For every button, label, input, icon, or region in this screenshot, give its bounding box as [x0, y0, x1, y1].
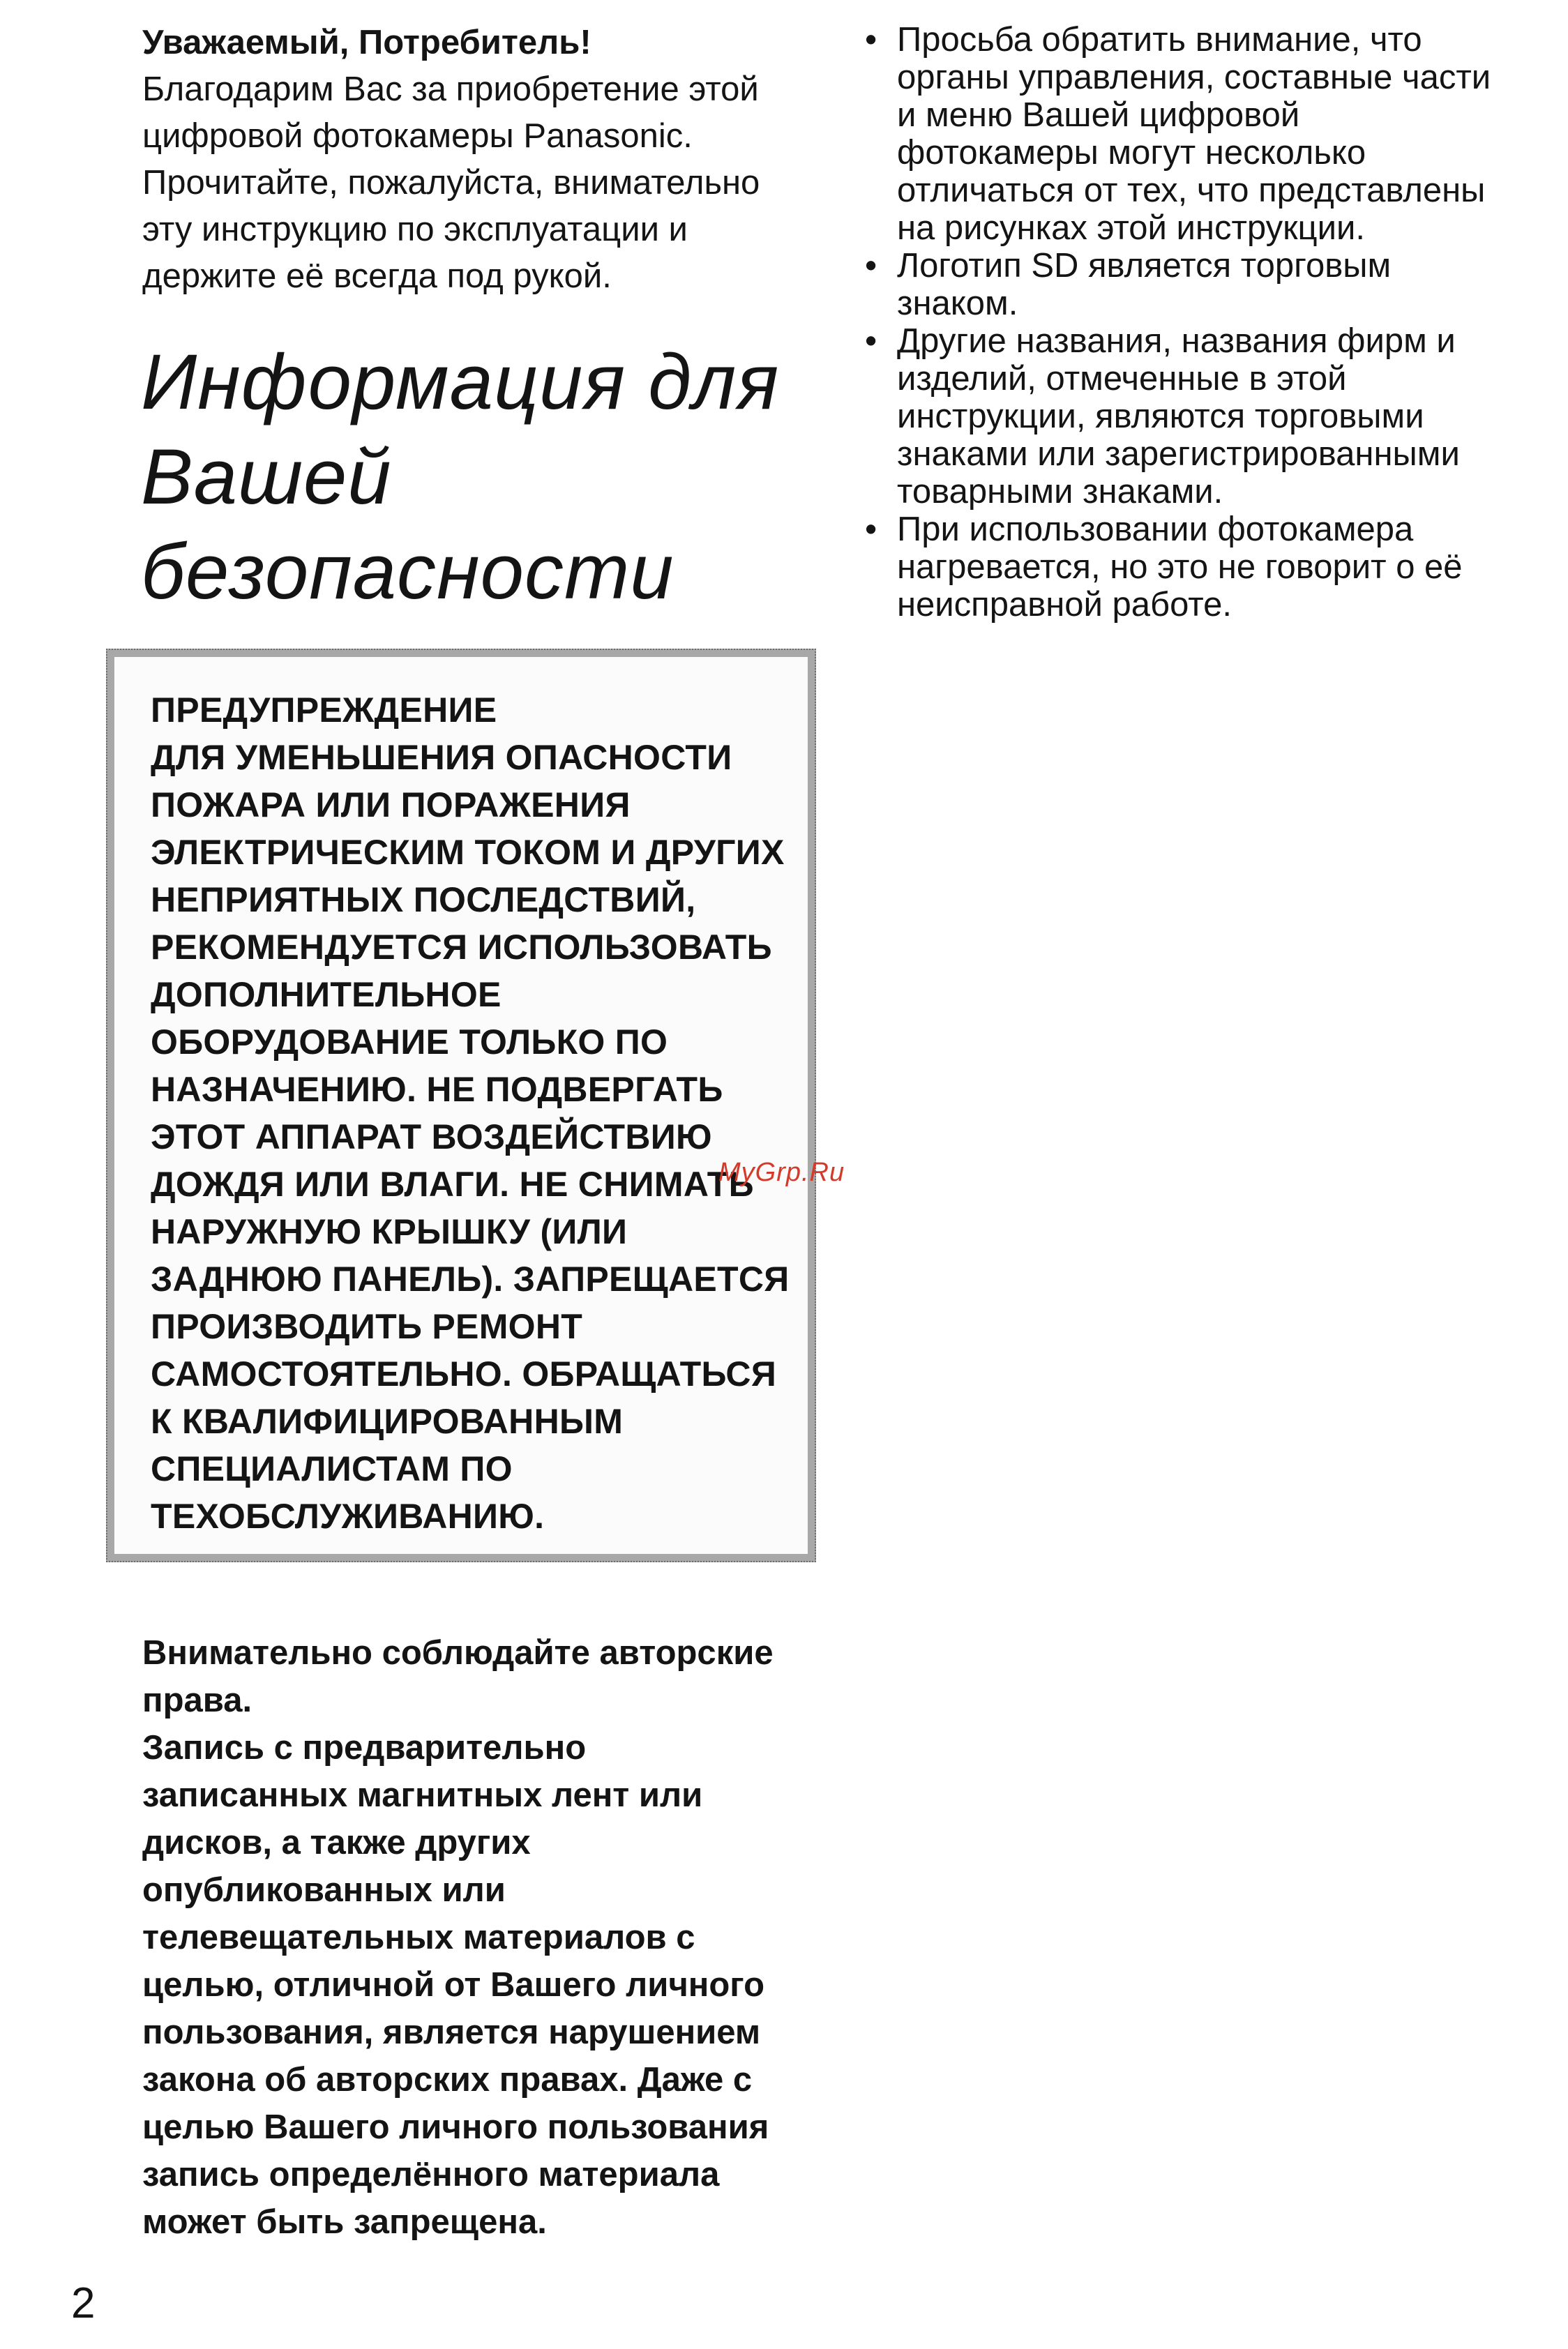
copyright-line: права. [142, 1682, 252, 1719]
note-line: Логотип SD является торговым [897, 247, 1392, 285]
warning-line: САМОСТОЯТЕЛЬНО. ОБРАЩАТЬСЯ [151, 1354, 777, 1393]
note-line: Просьба обратить внимание, что [897, 21, 1422, 59]
copyright-line: опубликованных или [142, 1871, 506, 1909]
watermark-text: MyGrp.Ru [718, 1158, 845, 1187]
copyright-line: записанных магнитных лент или [142, 1776, 703, 1814]
note-line: инструкции, являются торговыми [897, 398, 1424, 435]
warning-line: ДОПОЛНИТЕЛЬНОЕ [151, 975, 502, 1014]
note-line: и меню Вашей цифровой [897, 96, 1300, 134]
note-line: фотокамеры могут несколько [897, 134, 1366, 172]
warning-text [151, 686, 806, 1540]
warning-line: ДОЖДЯ ИЛИ ВЛАГИ. НЕ СНИМАТЬ [151, 1165, 754, 1204]
warning-line: НАРУЖНУЮ КРЫШКУ (ИЛИ [151, 1212, 628, 1251]
note-line: знаком. [897, 285, 1018, 322]
intro-line: эту инструкцию по эксплуатации и [142, 211, 688, 248]
copyright-line: целью Вашего личного пользования [142, 2108, 769, 2146]
warning-line: ОБОРУДОВАНИЕ ТОЛЬКО ПО [151, 1022, 668, 1062]
copyright-line: закона об авторских правах. Даже с [142, 2061, 753, 2099]
safety-title-line: Информация для [141, 338, 780, 425]
copyright-line: целью, отличной от Вашего личного [142, 1966, 765, 2004]
warning-box [106, 649, 816, 1562]
note-line: товарными знаками. [897, 473, 1223, 511]
note-line: нагревается, но это не говорит о её [897, 548, 1463, 586]
warning-line: НЕПРИЯТНЫХ ПОСЛЕДСТВИЙ, [151, 880, 696, 919]
notes-list [865, 21, 1535, 624]
intro-line: Благодарим Вас за приобретение этой [142, 70, 759, 108]
note-line: органы управления, составные части [897, 59, 1491, 96]
page-number: 2 [71, 2279, 96, 2327]
intro-section [142, 20, 826, 300]
note-line: на рисунках этой инструкции. [897, 209, 1365, 247]
note-line: При использовании фотокамера [897, 511, 1414, 548]
warning-line: ЭТОТ АППАРАТ ВОЗДЕЙСТВИЮ [151, 1117, 712, 1156]
copyright-line: запись определённого материала [142, 2156, 720, 2193]
warning-line: ЭЛЕКТРИЧЕСКИМ ТОКОМ И ДРУГИХ [151, 833, 785, 872]
warning-line: ПОЖАРА ИЛИ ПОРАЖЕНИЯ [151, 785, 631, 824]
warning-line: ПРОИЗВОДИТЬ РЕМОНТ [151, 1307, 583, 1346]
note-line: отличаться от тех, что представлены [897, 172, 1486, 209]
warning-line: НАЗНАЧЕНИЮ. НЕ ПОДВЕРГАТЬ [151, 1070, 723, 1109]
list-item [865, 247, 1535, 322]
warning-line: ЗАДНЮЮ ПАНЕЛЬ). ЗАПРЕЩАЕТСЯ [151, 1260, 790, 1299]
list-item [865, 511, 1535, 624]
warning-line: ДЛЯ УМЕНЬШЕНИЯ ОПАСНОСТИ [151, 738, 732, 777]
note-line: Другие названия, названия фирм и [897, 322, 1456, 360]
copyright-line: может быть запрещена. [142, 2203, 547, 2241]
copyright-line: дисков, а также других [142, 1824, 531, 1861]
safety-title-line: Вашей [141, 433, 392, 520]
warning-line: РЕКОМЕНДУЕТСЯ ИСПОЛЬЗОВАТЬ [151, 928, 772, 967]
intro-line: держите её всегда под рукой. [142, 257, 612, 295]
greeting-heading: Уважаемый, Потребитель! [142, 24, 591, 61]
warning-line: СПЕЦИАЛИСТАМ ПО [151, 1449, 513, 1488]
warning-line: ТЕХОБСЛУЖИВАНИЮ. [151, 1497, 545, 1536]
note-line: неисправной работе. [897, 586, 1232, 624]
warning-heading: ПРЕДУПРЕЖДЕНИЕ [151, 690, 497, 730]
copyright-heading: Внимательно соблюдайте авторские [142, 1634, 774, 1672]
bullet-icon: • [865, 247, 877, 285]
note-line: изделий, отмеченные в этой [897, 360, 1347, 398]
copyright-line: Запись с предварительно [142, 1729, 587, 1767]
copyright-line: пользования, является нарушением [142, 2014, 761, 2051]
note-line: знаками или зарегистрированными [897, 435, 1460, 473]
bullet-icon: • [865, 21, 877, 59]
bullet-icon: • [865, 322, 877, 360]
safety-section-title [141, 335, 838, 619]
intro-paragraph [142, 66, 826, 300]
list-item [865, 322, 1535, 511]
intro-line: Прочитайте, пожалуйста, внимательно [142, 164, 760, 202]
intro-line: цифровой фотокамеры Panasonic. [142, 117, 693, 155]
copyright-line: телевещательных материалов с [142, 1919, 695, 1956]
warning-line: К КВАЛИФИЦИРОВАННЫМ [151, 1402, 624, 1441]
safety-title-line: безопасности [141, 528, 674, 615]
copyright-notice [142, 1629, 826, 2246]
list-item [865, 21, 1535, 247]
bullet-icon: • [865, 511, 877, 548]
